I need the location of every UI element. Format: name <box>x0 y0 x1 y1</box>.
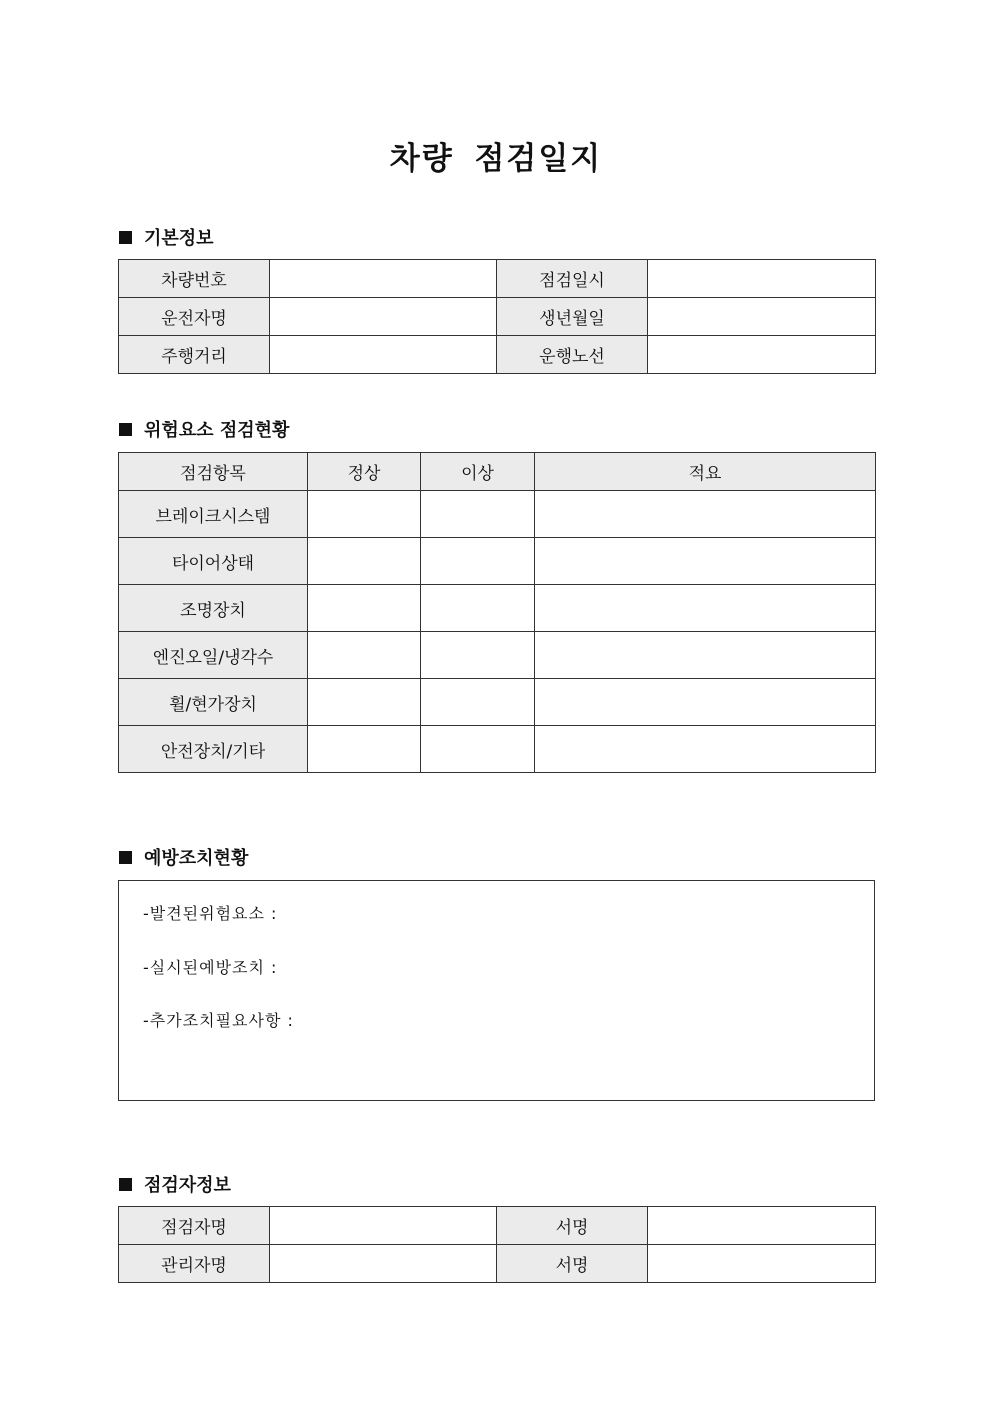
table-row <box>119 679 876 726</box>
risk-check-table <box>118 452 876 773</box>
inspector-signature-field[interactable] <box>648 1207 876 1245</box>
normal-cell[interactable] <box>308 491 421 538</box>
remarks-cell[interactable] <box>535 491 876 538</box>
abnormal-cell[interactable] <box>421 679 535 726</box>
section-title: 기본정보 <box>144 228 214 249</box>
abnormal-cell[interactable] <box>421 538 535 585</box>
table-row <box>119 1245 876 1283</box>
normal-cell[interactable] <box>308 585 421 632</box>
remarks-cell[interactable] <box>535 585 876 632</box>
measures-taken-line: -실시된예방조치 : <box>143 958 278 977</box>
section-title: 점검자정보 <box>144 1175 231 1196</box>
section-heading-prevention <box>119 844 248 870</box>
inspector-info-table <box>118 1206 876 1283</box>
abnormal-cell[interactable] <box>421 726 535 773</box>
square-bullet-icon <box>119 423 132 436</box>
label-cell: 관리자명 <box>119 1245 270 1283</box>
column-header: 정상 <box>308 453 421 491</box>
square-bullet-icon <box>119 851 132 864</box>
birth-date-field[interactable] <box>648 298 876 336</box>
manager-signature-field[interactable] <box>648 1245 876 1283</box>
column-header: 이상 <box>421 453 535 491</box>
page-title: 차량 점검일지 <box>389 141 603 177</box>
normal-cell[interactable] <box>308 726 421 773</box>
remarks-cell[interactable] <box>535 632 876 679</box>
check-item-label: 휠/현가장치 <box>119 679 308 726</box>
driver-name-field[interactable] <box>270 298 497 336</box>
section-heading-basic <box>119 224 214 250</box>
remarks-cell[interactable] <box>535 726 876 773</box>
normal-cell[interactable] <box>308 538 421 585</box>
label-cell: 서명 <box>497 1245 648 1283</box>
label-cell: 점검일시 <box>497 260 648 298</box>
section-heading-risk <box>119 416 289 442</box>
inspection-date-field[interactable] <box>648 260 876 298</box>
table-header-row <box>119 453 876 491</box>
inspector-name-field[interactable] <box>270 1207 497 1245</box>
check-item-label: 엔진오일/냉각수 <box>119 632 308 679</box>
check-item-label: 타이어상태 <box>119 538 308 585</box>
check-item-label: 안전장치/기타 <box>119 726 308 773</box>
table-row <box>119 336 876 374</box>
label-cell: 운전자명 <box>119 298 270 336</box>
mileage-field[interactable] <box>270 336 497 374</box>
prevention-textarea[interactable] <box>118 880 875 1101</box>
table-row <box>119 491 876 538</box>
normal-cell[interactable] <box>308 679 421 726</box>
table-row <box>119 1207 876 1245</box>
section-title: 예방조치현황 <box>144 848 249 869</box>
check-item-label: 브레이크시스템 <box>119 491 308 538</box>
route-field[interactable] <box>648 336 876 374</box>
table-row <box>119 538 876 585</box>
table-row <box>119 585 876 632</box>
column-header: 적요 <box>535 453 876 491</box>
normal-cell[interactable] <box>308 632 421 679</box>
manager-name-field[interactable] <box>270 1245 497 1283</box>
section-heading-inspector <box>119 1171 231 1197</box>
remarks-cell[interactable] <box>535 679 876 726</box>
column-header: 점검항목 <box>119 453 308 491</box>
vehicle-number-field[interactable] <box>270 260 497 298</box>
additional-actions-line: -추가조치필요사항 : <box>143 1011 294 1030</box>
found-risk-line: -발견된위험요소 : <box>143 904 278 923</box>
label-cell: 서명 <box>497 1207 648 1245</box>
basic-info-table <box>118 259 876 374</box>
abnormal-cell[interactable] <box>421 585 535 632</box>
abnormal-cell[interactable] <box>421 491 535 538</box>
remarks-cell[interactable] <box>535 538 876 585</box>
square-bullet-icon <box>119 1178 132 1191</box>
label-cell: 점검자명 <box>119 1207 270 1245</box>
table-row <box>119 632 876 679</box>
label-cell: 운행노선 <box>497 336 648 374</box>
abnormal-cell[interactable] <box>421 632 535 679</box>
square-bullet-icon <box>119 231 132 244</box>
label-cell: 차량번호 <box>119 260 270 298</box>
table-row <box>119 298 876 336</box>
table-row <box>119 260 876 298</box>
table-row <box>119 726 876 773</box>
label-cell: 주행거리 <box>119 336 270 374</box>
section-title: 위험요소 점검현황 <box>144 420 290 441</box>
check-item-label: 조명장치 <box>119 585 308 632</box>
label-cell: 생년월일 <box>497 298 648 336</box>
